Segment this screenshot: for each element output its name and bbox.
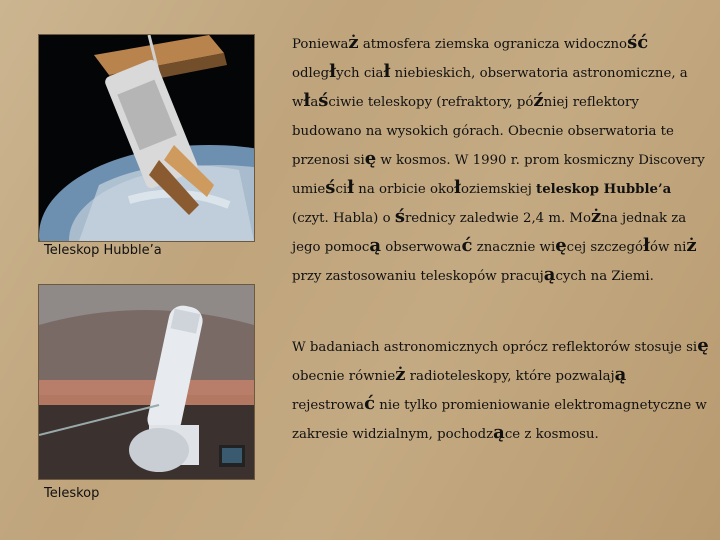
text-segment: W badaniach astronomicznych oprócz reflektorów stosuje się obecnie również radioteleskopy, które pozwalają rejestrować nie tylko promieniowanie elektromagnetyczne w zakresie widzialnym, pochodzące z kosmosu.	[292, 335, 709, 443]
observatory-telescope-photo	[38, 284, 255, 480]
bold-term: teleskop Hubble’a	[536, 182, 672, 197]
hubble-caption: Teleskop Hubble’a	[44, 243, 162, 258]
telescope-caption: Teleskop	[44, 486, 100, 501]
hubble-telescope-photo	[38, 34, 255, 242]
hubble-illustration	[39, 35, 254, 241]
telescope-illustration	[39, 285, 254, 479]
text-segment: (czyt. Habla) o średnicy zaledwie 2,4 m. Można jednak za jego pomocą obserwować znacznie więcej szczegółów niż przy zastosowaniu teleskopów pracujących na Ziemi.	[292, 206, 697, 285]
text-segment: Ponieważ atmosfera ziemska ogranicza widoczność odległych ciał niebieskich, obserwatoria astronomiczne, a właściwie teleskopy (refraktory, później reflektory budowano na wysokich górach. Obecnie obserwatoria te przenosi się w kosmos. W 1990 r. prom kosmiczny Discovery umieścił na orbicie okołoziemskiej	[292, 32, 705, 198]
paragraph-atmosphere	[292, 30, 712, 291]
paragraph-radiotelescopes	[292, 333, 712, 449]
